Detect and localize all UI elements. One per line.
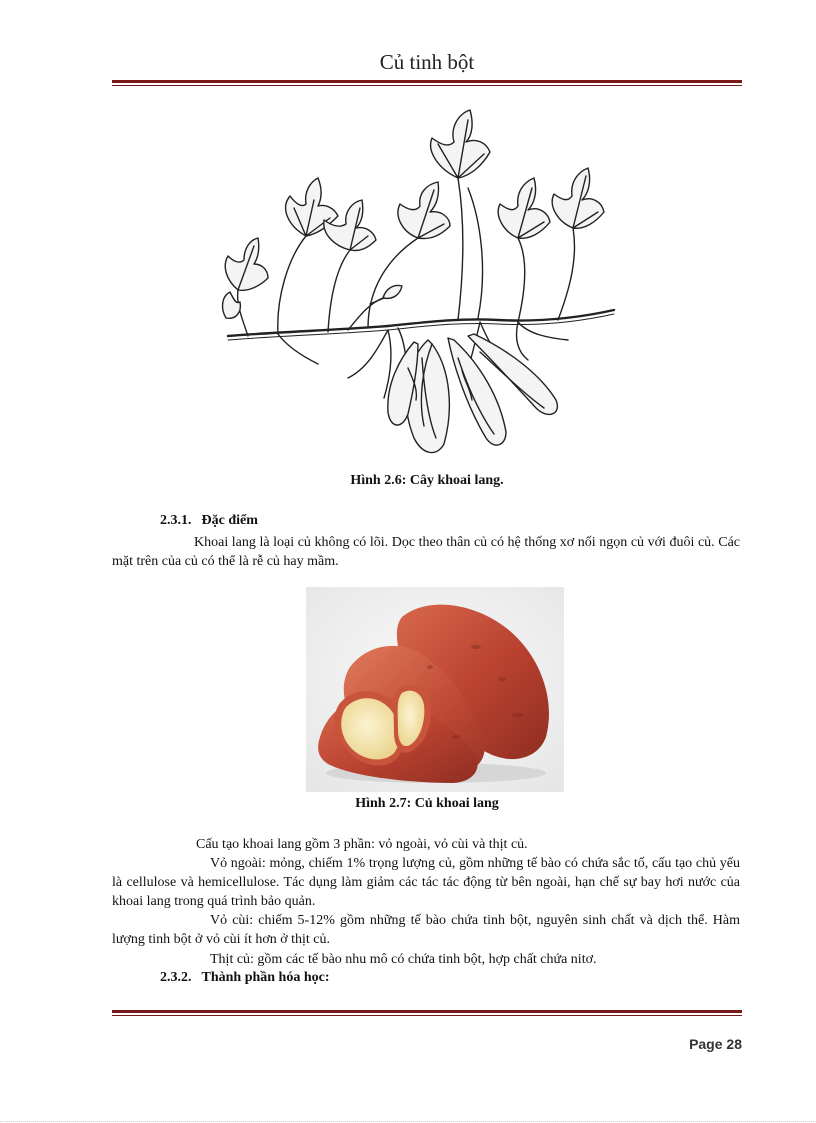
section-title: Thành phần hóa học: [201,970,330,985]
sweet-potato-plant-illustration [218,108,618,463]
section-number: 2.3.2. [160,970,192,985]
footer-rule [112,1010,742,1016]
paragraph-characteristics: Khoai lang là loại củ không có lõi. Dọc theo thân củ có hệ thống xơ nối ngọn củ với đuôi củ. Các mặt trên của củ có thể là rễ củ hay mầm. [112,535,740,569]
paragraph-outer-skin: Vỏ ngoài: mỏng, chiếm 1% trọng lượng củ, gồm những tế bào có chứa sắc tố, cấu tạo chủ yếu là cellulose và hemicellulose. Tác dụng làm giảm các tác tác động từ bên ngoài, hạn chế sự bay hơi nước của khoai lang trong quá trình bảo quản. [112,856,740,909]
header-rule [112,80,742,86]
section-title: Đặc điểm [201,513,258,528]
figure-caption-plant: Hình 2.6: Cây khoai lang. [350,473,504,488]
section-number: 2.3.1. [160,513,192,528]
sweet-potato-photo [306,587,564,792]
page-number: Page 28 [689,1036,742,1052]
structure-intro: Cấu tạo khoai lang gồm 3 phần: vỏ ngoài, vỏ cùi và thịt củ. [196,837,528,852]
section-heading-composition [160,970,330,986]
section-heading-characteristics [160,513,258,529]
page-header-title: Củ tinh bột [379,50,475,74]
page-bottom-divider [0,1121,816,1122]
paragraph-inner-skin: Vỏ cùi: chiếm 5-12% gồm những tế bào chứa tinh bột, nguyên sinh chất và dịch thể. Hàm lượng tinh bột ở vỏ cùi ít hơn ở thịt củ. [112,913,740,947]
paragraph-flesh: Thịt củ: gồm các tế bào nhu mô có chứa tinh bột, hợp chất chứa nitơ. [210,952,597,967]
figure-caption-tuber: Hình 2.7: Củ khoai lang [355,796,499,811]
